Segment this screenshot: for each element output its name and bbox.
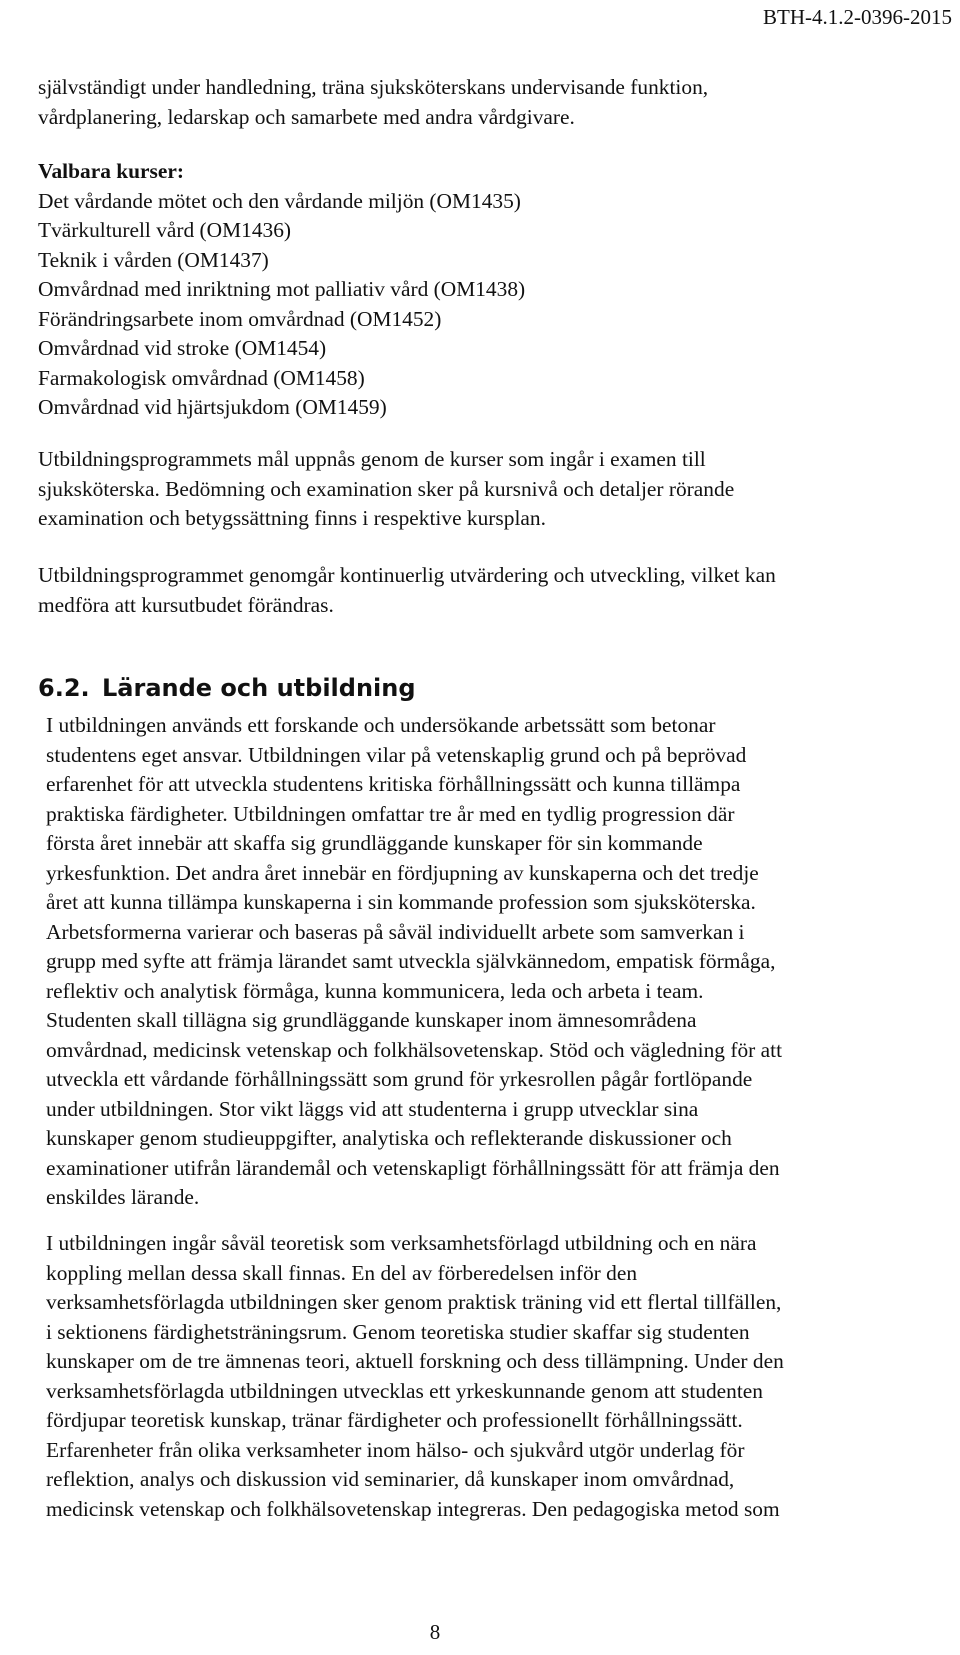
- text-line: Arbetsformerna varierar och baseras på såväl individuellt arbete som samverkan i: [46, 919, 745, 944]
- text-line: enskildes lärande.: [46, 1185, 200, 1209]
- course-item: Farmakologisk omvårdnad (OM1458): [38, 365, 365, 390]
- text-line: medicinsk vetenskap och folkhälsovetenskap integreras. Den pedagogiska metod som: [46, 1496, 780, 1521]
- text-line: vårdplanering, ledarskap och samarbete med andra vårdgivare.: [38, 104, 575, 129]
- intro-paragraph: [38, 73, 960, 132]
- section-title: Lärande och utbildning: [102, 674, 416, 702]
- course-item: Förändringsarbete inom omvårdnad (OM1452): [38, 306, 442, 331]
- text-line: verksamhetsförlagda utbildningen sker genom praktisk träning vid ett flertal tillfällen,: [46, 1290, 782, 1314]
- text-line: i sektionens färdighetsträningsrum. Genom teoretiska studier skaffar sig studenten: [46, 1319, 750, 1344]
- text-line: studentens eget ansvar. Utbildningen vilar på vetenskaplig grund och på beprövad: [46, 742, 747, 767]
- text-line: reflektion, analys och diskussion vid seminarier, då kunskaper inom omvårdnad,: [46, 1467, 735, 1491]
- text-line: reflektiv och analytisk förmåga, kunna kommunicera, leda och arbeta i team.: [46, 978, 704, 1003]
- course-item: Omvårdnad vid hjärtsjukdom (OM1459): [38, 395, 387, 419]
- text-line: omvårdnad, medicinsk vetenskap och folkhälsovetenskap. Stöd och vägledning för att: [46, 1037, 783, 1062]
- text-line: grupp med syfte att främja lärandet samt utveckla självkännedom, empatisk förmåga,: [46, 949, 776, 973]
- text-line: verksamhetsförlagda utbildningen utvecklas ett yrkeskunnande genom att studenten: [46, 1378, 763, 1403]
- text-line: fördjupar teoretisk kunskap, tränar färdigheter och professionellt förhållningssätt.: [46, 1408, 743, 1432]
- text-line: utveckla ett vårdande förhållningssätt som grund för yrkesrollen pågår fortlöpande: [46, 1067, 753, 1091]
- document-id: BTH-4.1.2-0396-2015: [763, 5, 952, 29]
- text-line: första året innebär att skaffa sig grundläggande kunskaper för sin kommande: [46, 831, 703, 855]
- text-line: koppling mellan dessa skall finnas. En del av förberedelsen inför den: [46, 1260, 638, 1285]
- page-number: 8: [429, 1620, 441, 1644]
- course-item: Omvårdnad vid stroke (OM1454): [38, 336, 327, 360]
- text-line: praktiska färdigheter. Utbildningen omfattar tre år med en tydlig progression där: [46, 801, 735, 826]
- practice-paragraph: [46, 1229, 960, 1524]
- goals-paragraph: [38, 445, 960, 534]
- elective-courses-title: Valbara kurser:: [38, 159, 184, 183]
- text-line: Erfarenheter från olika verksamheter inom hälso- och sjukvård utgör underlag för: [46, 1437, 745, 1462]
- text-line: kunskaper om de tre ämnenas teori, aktuell forskning och dess tillämpning. Under den: [46, 1349, 784, 1373]
- section-heading: [38, 671, 416, 705]
- course-item: Teknik i vården (OM1437): [38, 247, 269, 272]
- elective-courses: [38, 157, 960, 423]
- text-line: I utbildningen ingår såväl teoretisk som verksamhetsförlagd utbildning och en nära: [46, 1231, 757, 1255]
- text-line: under utbildningen. Stor vikt läggs vid att studenterna i grupp utvecklar sina: [46, 1096, 699, 1121]
- course-item: Omvårdnad med inriktning mot palliativ vård (OM1438): [38, 277, 526, 301]
- text-line: året att kunna tillämpa kunskaperna i sin kommande profession som sjuksköterska.: [46, 890, 756, 914]
- text-line: I utbildningen används ett forskande och undersökande arbetssätt som betonar: [46, 713, 716, 737]
- learning-paragraph: [46, 711, 960, 1213]
- text-line: kunskaper genom studieuppgifter, analytiska och reflekterande diskussioner och: [46, 1126, 732, 1150]
- text-line: sjuksköterska. Bedömning och examination sker på kursnivå och detaljer rörande: [38, 476, 735, 501]
- section-number: 6.2.: [38, 674, 90, 702]
- text-line: självständigt under handledning, träna sjuksköterskans undervisande funktion,: [38, 75, 709, 99]
- text-line: medföra att kursutbudet förändras.: [38, 592, 334, 617]
- course-item: Tvärkulturell vård (OM1436): [38, 218, 292, 242]
- text-line: erfarenhet för att utveckla studentens kritiska förhållningssätt och kunna tillämpa: [46, 772, 741, 796]
- evaluation-paragraph: [38, 561, 960, 620]
- text-line: examination och betygssättning finns i respektive kursplan.: [38, 506, 546, 530]
- text-line: Utbildningsprogrammets mål uppnås genom de kurser som ingår i examen till: [38, 447, 706, 471]
- text-line: yrkesfunktion. Det andra året innebär en fördjupning av kunskaperna och det tredje: [46, 860, 759, 885]
- course-item: Det vårdande mötet och den vårdande miljön (OM1435): [38, 188, 521, 213]
- text-line: examinationer utifrån lärandemål och vetenskapligt förhållningssätt för att främja den: [46, 1155, 780, 1180]
- text-line: Utbildningsprogrammet genomgår kontinuerlig utvärdering och utveckling, vilket kan: [38, 563, 776, 587]
- text-line: Studenten skall tillägna sig grundläggande kunskaper inom ämnesområdena: [46, 1008, 697, 1032]
